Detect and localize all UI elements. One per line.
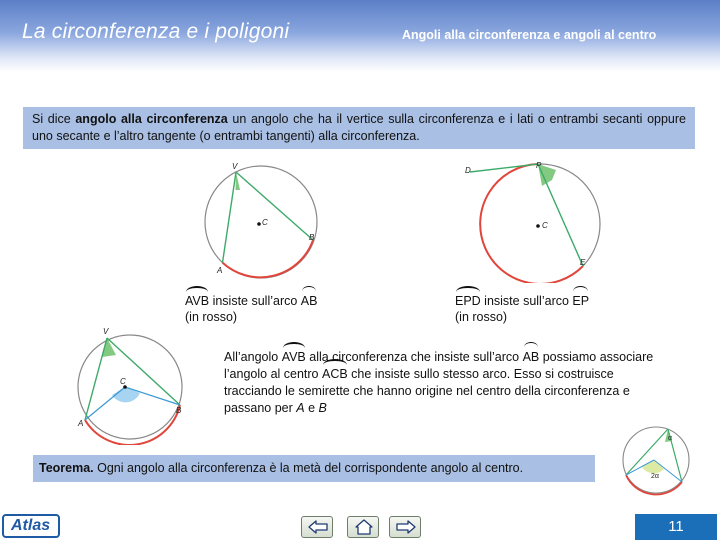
home-icon xyxy=(353,519,375,535)
figure2-caption xyxy=(455,293,589,325)
label-b: B xyxy=(309,233,315,242)
center-point xyxy=(257,222,261,226)
label-alpha: α xyxy=(668,435,673,442)
label-c: C xyxy=(542,221,548,230)
arc-ab-label: AB xyxy=(522,350,540,364)
para-text-4: che insiste sullo stesso arco. Esso si costruisce tracciando le semirette che hanno origine nel centro della circonferenza e passano per xyxy=(224,367,630,415)
side-va xyxy=(85,338,107,420)
definition-term: angolo alla circonferenza xyxy=(75,112,228,126)
arc-ab-label: AB xyxy=(300,294,318,308)
figure-alpha-thumbnail xyxy=(620,420,692,500)
tangent-pd xyxy=(470,164,538,172)
definition-box xyxy=(23,107,695,149)
label-a: A xyxy=(217,266,223,275)
atlas-logo: Atlas xyxy=(2,514,60,538)
theorem-box xyxy=(33,455,595,482)
slide-title: La circonferenza e i poligoni xyxy=(22,20,290,43)
label-c: C xyxy=(120,377,126,386)
label-e: E xyxy=(580,258,586,267)
label-two-alpha: 2α xyxy=(651,473,659,480)
point-b: B xyxy=(318,401,327,415)
label-d: D xyxy=(465,166,471,175)
explanation-paragraph xyxy=(224,349,664,417)
theorem-text: Ogni angolo alla circonferenza è la metà del corrispondente angolo al centro. xyxy=(93,461,524,475)
arc-ep-red xyxy=(480,164,583,283)
label-b: B xyxy=(176,406,182,415)
prev-arrow-icon xyxy=(307,519,329,535)
label-v: V xyxy=(232,162,238,171)
angle-acb-label: ACB xyxy=(321,367,348,381)
angle-epd-label: EPD xyxy=(455,294,481,308)
circle-outline xyxy=(623,427,689,493)
slide-header xyxy=(0,0,720,72)
caption-line2: (in rosso) xyxy=(185,310,238,324)
definition-suffix: un angolo che ha il vertice sulla circonferenza e i lati o entrambi secanti oppure uno secante e l’altro tangente (o entrambi tangenti) alla circonferenza. xyxy=(32,112,686,143)
angle-avb-label: AVB xyxy=(185,294,210,308)
definition-prefix: Si dice xyxy=(32,112,76,126)
slide-subtitle: Angoli alla circonferenza e angoli al centro xyxy=(402,28,657,42)
figure-tangent-angle-epd xyxy=(460,158,610,283)
label-a: A xyxy=(78,419,84,428)
caption-text: insiste sull’arco xyxy=(480,294,573,308)
para-text-1: All’angolo xyxy=(224,350,282,364)
center-point xyxy=(536,224,540,228)
arc-ep-label: EP xyxy=(572,294,590,308)
point-a: A xyxy=(296,401,305,415)
radius-ca xyxy=(85,387,125,420)
side-va xyxy=(223,172,237,263)
para-text-3: possiamo associare l’angolo al centro xyxy=(224,350,654,381)
figure-inscribed-angle-avb xyxy=(195,160,335,285)
theorem-label: Teorema. xyxy=(39,461,94,475)
secant-pe xyxy=(538,164,583,266)
figure-central-angle-acb xyxy=(70,325,200,445)
home-button[interactable] xyxy=(347,516,379,538)
caption-text: insiste sull’arco xyxy=(209,294,301,308)
label-p: P xyxy=(536,161,542,170)
label-v: V xyxy=(103,327,109,336)
figure1-caption xyxy=(185,293,317,325)
prev-button[interactable] xyxy=(301,516,333,538)
page-number-badge: 11 xyxy=(635,514,717,540)
side-vb xyxy=(236,172,313,240)
angle-avb-label: AVB xyxy=(281,350,306,364)
two-alpha-sector xyxy=(642,460,664,473)
arc-ab-red xyxy=(223,240,314,278)
next-button[interactable] xyxy=(389,516,421,538)
label-c: C xyxy=(262,218,268,227)
caption-line2: (in rosso) xyxy=(455,310,508,324)
para-text-5: e xyxy=(304,401,319,415)
next-arrow-icon xyxy=(395,519,417,535)
para-text-2: alla circonferenza che insiste sull’arco xyxy=(305,350,523,364)
